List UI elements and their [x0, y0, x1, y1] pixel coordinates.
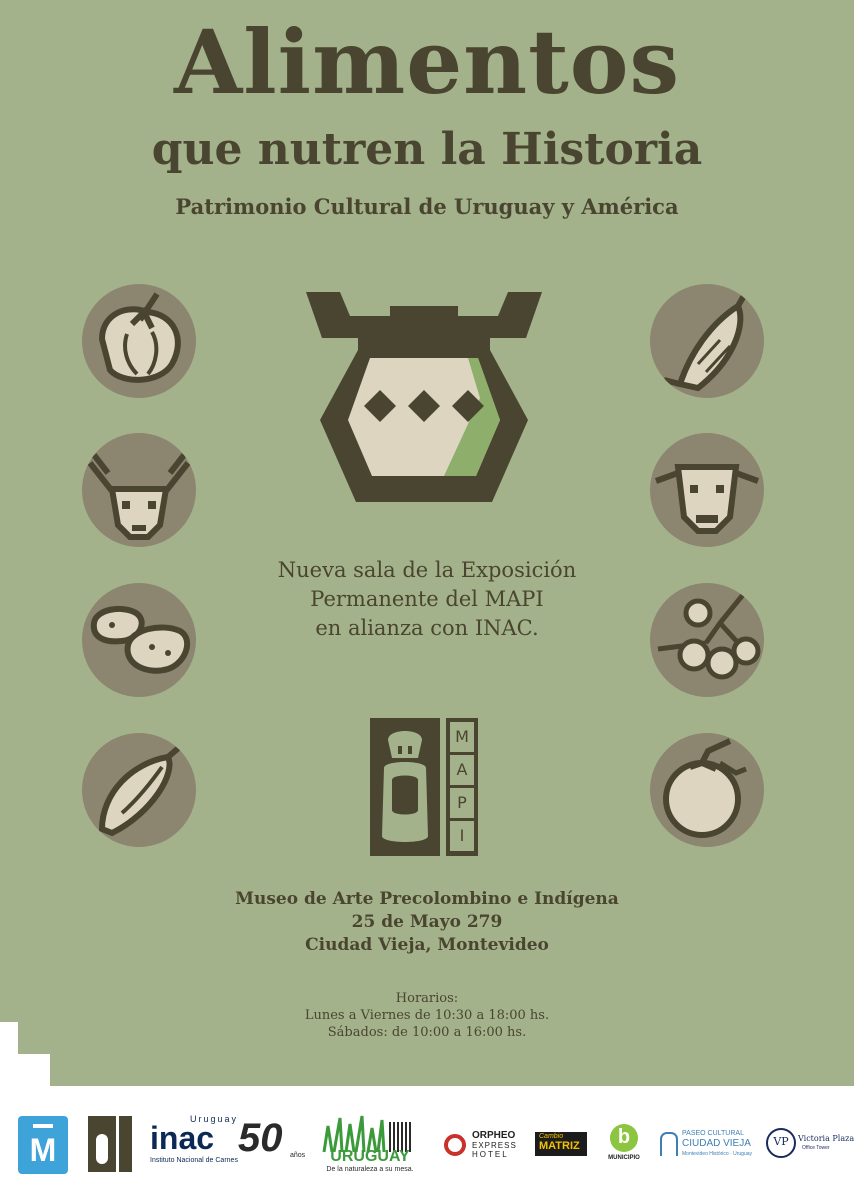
cow-icon: [650, 433, 764, 547]
squash-icon: [82, 284, 196, 398]
pepper-icon: [82, 733, 196, 847]
municipio-b-logo: [606, 1124, 642, 1164]
corn-icon: [650, 284, 764, 398]
victoria-name: Victoria Plaza: [798, 1134, 854, 1143]
exhibition-description: [0, 556, 854, 643]
street-address: 25 de Mayo 279: [351, 912, 503, 932]
cambio-matriz-logo: [535, 1132, 587, 1156]
orpheo-line3: HOTEL: [472, 1150, 509, 1159]
mapi-letters: [446, 718, 478, 856]
municipio-letter: b: [617, 1126, 631, 1148]
inac-anniversary: 50: [238, 1116, 283, 1160]
poster-tagline: Patrimonio Cultural de Uruguay y América: [175, 194, 679, 219]
inac-subtitle: Instituto Nacional de Carnes: [150, 1157, 238, 1164]
municipio-label: MUNICIPIO: [608, 1155, 640, 1161]
city: Ciudad Vieja, Montevideo: [305, 935, 549, 955]
inac-country: Uruguay: [190, 1114, 239, 1124]
orpheo-name: ORPHEO: [472, 1130, 516, 1141]
paseo-ciudad-vieja-logo: [660, 1130, 752, 1160]
inac-logo: [150, 1114, 310, 1174]
montevideo-logo: [18, 1116, 68, 1174]
ciudad-line2: CIUDAD VIEJA: [682, 1138, 751, 1149]
mapi-letter: I: [450, 821, 474, 851]
grass-icon: [320, 1112, 420, 1152]
mapi-letter: M: [450, 722, 474, 752]
ciudad-line3: Montevideo Histórico · Uruguay: [682, 1151, 753, 1157]
poster-title: Alimentos: [173, 10, 681, 114]
inac-name: inac: [150, 1120, 215, 1156]
ciudad-line1: PASEO CULTURAL: [682, 1130, 744, 1137]
opening-hours: [0, 990, 854, 1041]
mapi-small-logo: [88, 1116, 132, 1172]
orpheo-ring-icon: [444, 1134, 466, 1156]
victoria-sub: Office Tower: [802, 1145, 830, 1151]
sponsor-footer: [0, 1086, 854, 1196]
matriz-top: Cambio: [539, 1133, 564, 1140]
gate-icon: [660, 1132, 678, 1156]
museum-name: Museo de Arte Precolombino e Indígena: [235, 889, 619, 909]
poster-subtitle: que nutren la Historia: [151, 124, 703, 175]
uruguay-slogan: De la naturaleza a su mesa.: [326, 1166, 414, 1173]
orpheo-line2: EXPRESS: [472, 1141, 517, 1150]
victoria-monogram-text: VP: [773, 1135, 789, 1148]
mapi-figure: [370, 718, 440, 856]
inac-anniversary-suffix: años: [290, 1152, 306, 1159]
mapi-letter: A: [450, 755, 474, 785]
mapi-logo: [370, 718, 478, 856]
orpheo-hotel-logo: [444, 1130, 524, 1160]
saturday-hours: Sábados: de 10:00 a 16:00 hs.: [327, 1025, 527, 1040]
hours-heading: Horarios:: [395, 991, 459, 1006]
uruguay-natural-logo: [320, 1112, 420, 1176]
description-line: Permanente del MAPI: [310, 587, 544, 611]
mapi-letter: P: [450, 788, 474, 818]
corner-notch-step: [0, 1054, 50, 1086]
tomato-icon: [650, 733, 764, 847]
victoria-plaza-logo: [766, 1126, 854, 1162]
weekday-hours: Lunes a Viernes de 10:30 a 18:00 hs.: [304, 1008, 550, 1023]
description-line: en alianza con INAC.: [315, 616, 539, 640]
uruguay-wordmark: URUGUAY: [330, 1148, 410, 1165]
montevideo-hat: [33, 1124, 53, 1128]
description-line: Nueva sala de la Exposición: [277, 558, 577, 582]
montevideo-letter: M: [29, 1132, 57, 1168]
matriz-name: MATRIZ: [539, 1140, 580, 1152]
ceramic-vessel-icon: [304, 286, 544, 510]
deer-icon: [82, 433, 196, 547]
museum-address: [0, 888, 854, 957]
